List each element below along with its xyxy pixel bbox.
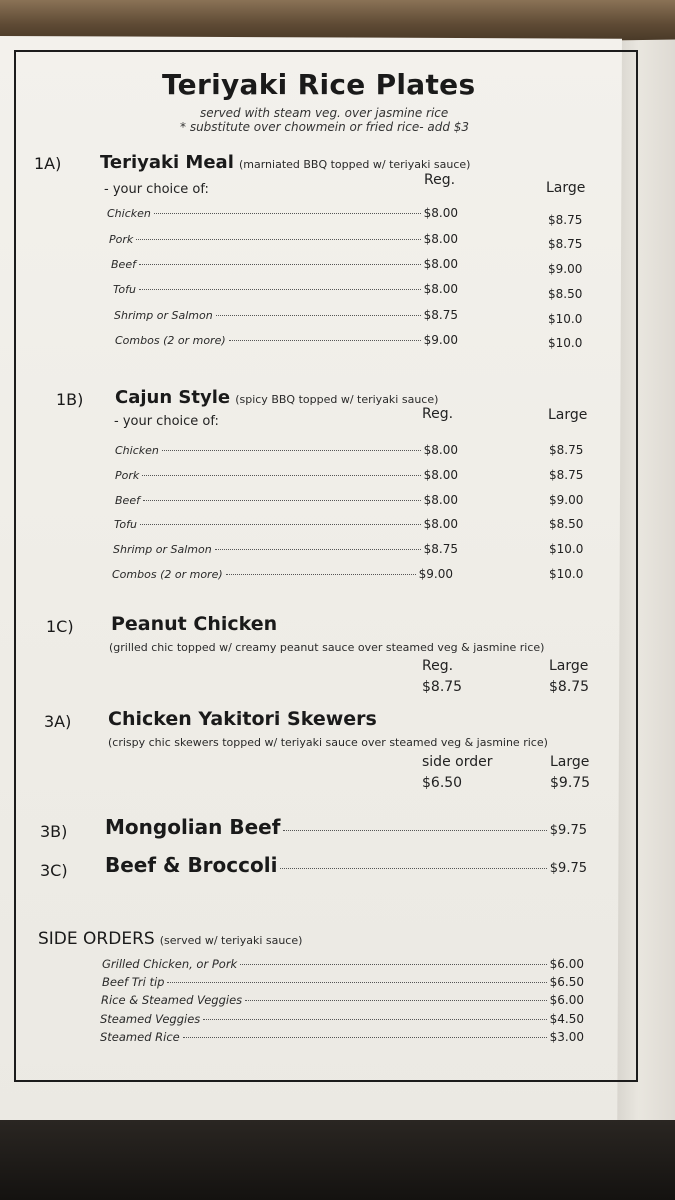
- choice-label-1b: - your choice of:: [114, 414, 219, 429]
- menu-item-row-mongolian: [105, 815, 587, 839]
- menu-item-row: [112, 567, 453, 581]
- dot-leader: [203, 1019, 546, 1020]
- subtitle-substitute: * substitute over chowmein or fried rice- add $3: [180, 120, 470, 134]
- item-price-reg: $8.00: [423, 493, 458, 507]
- item-name: Beef: [115, 494, 140, 507]
- item-price-large: $8.75: [549, 468, 584, 482]
- section-code-1a: 1A): [34, 154, 62, 173]
- item-name: Pork: [115, 469, 140, 482]
- side-orders-heading: [38, 929, 302, 949]
- price-yakitori-large: $9.75: [550, 775, 591, 791]
- dot-leader: [142, 475, 420, 476]
- side-item-name: Beef Tri tip: [102, 975, 165, 989]
- side-item-name: Steamed Veggies: [100, 1012, 201, 1026]
- column-large-1c: Large: [549, 658, 589, 674]
- dot-leader: [283, 830, 546, 831]
- item-price-large: $10.0: [549, 542, 584, 556]
- item-price-large: $8.50: [548, 287, 583, 301]
- dot-leader: [215, 549, 421, 550]
- subtitle-served-with: served with steam veg. over jasmine rice: [200, 106, 449, 120]
- item-price-reg: $9.00: [418, 567, 453, 581]
- section-name-peanut-chicken: Peanut Chicken: [111, 613, 278, 635]
- menu-item-row: [114, 308, 458, 322]
- column-large-3a: Large: [550, 754, 590, 770]
- section-note-teriyaki-meal: (marniated BBQ topped w/ teriyaki sauce): [238, 158, 471, 171]
- price-peanut-large: $8.75: [549, 679, 590, 695]
- section-code-1b: 1B): [56, 390, 84, 409]
- item-price-reg: $8.00: [423, 517, 458, 531]
- dot-leader: [280, 868, 546, 869]
- section-note-yakitori: (crispy chic skewers topped w/ teriyaki sauce over steamed veg & jasmine rice): [108, 736, 548, 749]
- dot-leader: [240, 964, 546, 965]
- side-orders-note: (served w/ teriyaki sauce): [159, 934, 303, 947]
- item-price-reg: $8.75: [423, 542, 458, 556]
- menu-item-row: [115, 468, 458, 482]
- menu-item-row-broccoli: [105, 853, 587, 877]
- section-code-1c: 1C): [46, 617, 74, 636]
- section-code-3c: 3C): [40, 861, 68, 880]
- dot-leader: [229, 340, 421, 341]
- item-name: Tofu: [113, 283, 136, 296]
- column-side-order: side order: [422, 754, 493, 770]
- side-orders-title: SIDE ORDERS: [38, 929, 155, 949]
- menu-item-row: [113, 282, 458, 296]
- side-item-price: $4.50: [549, 1012, 584, 1026]
- item-price-large: $8.75: [548, 213, 583, 227]
- item-price-reg: $8.00: [423, 468, 458, 482]
- menu-item-row: [109, 232, 458, 246]
- item-price-large: $10.0: [549, 567, 584, 581]
- menu-item-row: [113, 542, 458, 556]
- item-name: Pork: [109, 233, 134, 246]
- item-name: Shrimp or Salmon: [113, 543, 212, 556]
- side-item-name: Rice & Steamed Veggies: [101, 993, 243, 1007]
- section-name-yakitori: Chicken Yakitori Skewers: [108, 708, 377, 730]
- item-name: Tofu: [114, 518, 137, 531]
- section-code-3b: 3B): [40, 822, 68, 841]
- column-reg-1b: Reg.: [422, 406, 454, 422]
- item-name: Shrimp or Salmon: [114, 309, 213, 322]
- side-order-row: [101, 993, 584, 1007]
- section-heading-1a: [100, 152, 470, 173]
- item-price-reg: $8.00: [423, 282, 458, 296]
- side-item-price: $3.00: [549, 1030, 584, 1044]
- side-item-price: $6.00: [549, 993, 584, 1007]
- item-name-mongolian-beef: Mongolian Beef: [105, 815, 281, 839]
- item-price-reg: $8.75: [423, 308, 458, 322]
- price-yakitori-side: $6.50: [422, 775, 463, 791]
- dot-leader: [245, 1000, 546, 1001]
- item-price-reg: $8.00: [423, 257, 458, 271]
- column-reg-1c: Reg.: [422, 658, 454, 674]
- item-price-reg: $8.00: [423, 232, 458, 246]
- item-price-reg: $8.00: [423, 206, 458, 220]
- item-price-large: $8.75: [548, 237, 583, 251]
- menu-item-row: [115, 333, 458, 347]
- item-name: Beef: [111, 258, 136, 271]
- price-mongolian-beef: $9.75: [549, 823, 587, 838]
- item-price-large: $9.00: [549, 493, 584, 507]
- table-background-bottom: [0, 1120, 675, 1200]
- item-price-large: $10.0: [548, 312, 583, 326]
- side-order-row: [102, 957, 584, 971]
- side-item-price: $6.00: [549, 957, 584, 971]
- side-item-name: Steamed Rice: [100, 1030, 180, 1044]
- item-price-large: $9.00: [548, 262, 583, 276]
- dot-leader: [139, 264, 421, 265]
- dot-leader: [216, 315, 421, 316]
- menu-item-row: [111, 257, 458, 271]
- column-large-1a: Large: [546, 180, 586, 196]
- side-item-price: $6.50: [549, 975, 584, 989]
- side-order-row: [100, 1012, 584, 1026]
- item-name-beef-broccoli: Beef & Broccoli: [105, 853, 278, 877]
- section-name-cajun-style: Cajun Style: [115, 387, 231, 408]
- item-price-large: $10.0: [548, 336, 583, 350]
- section-note-cajun-style: (spicy BBQ topped w/ teriyaki sauce): [235, 393, 439, 406]
- item-price-reg: $8.00: [423, 443, 458, 457]
- section-name-teriyaki-meal: Teriyaki Meal: [100, 152, 234, 173]
- side-item-name: Grilled Chicken, or Pork: [102, 957, 238, 971]
- choice-label-1a: - your choice of:: [104, 182, 209, 197]
- column-large-1b: Large: [548, 407, 588, 423]
- menu-item-row: [114, 517, 458, 531]
- item-name: Combos (2 or more): [115, 334, 226, 347]
- page-title: Teriyaki Rice Plates: [162, 68, 476, 101]
- column-reg-1a: Reg.: [424, 172, 456, 188]
- dot-leader: [162, 450, 421, 451]
- item-name: Chicken: [115, 444, 159, 457]
- side-order-row: [100, 1030, 584, 1044]
- section-note-peanut-chicken: (grilled chic topped w/ creamy peanut sauce over steamed veg & jasmine rice): [109, 641, 545, 654]
- item-name: Chicken: [107, 207, 151, 220]
- dot-leader: [140, 524, 421, 525]
- dot-leader: [167, 982, 546, 983]
- side-order-row: [102, 975, 584, 989]
- menu-item-row: [115, 493, 458, 507]
- menu-border: [14, 50, 638, 1082]
- menu-item-row: [115, 443, 458, 457]
- table-background-top: [0, 0, 675, 40]
- dot-leader: [183, 1037, 547, 1038]
- price-peanut-reg: $8.75: [422, 679, 463, 695]
- item-price-large: $8.75: [549, 443, 584, 457]
- dot-leader: [139, 289, 421, 290]
- item-price-large: $8.50: [549, 517, 584, 531]
- item-name: Combos (2 or more): [112, 568, 223, 581]
- section-code-3a: 3A): [44, 712, 72, 731]
- dot-leader: [143, 500, 421, 501]
- menu-item-row: [107, 206, 458, 220]
- item-price-reg: $9.00: [423, 333, 458, 347]
- dot-leader: [226, 574, 416, 575]
- price-beef-broccoli: $9.75: [549, 861, 587, 876]
- section-heading-1b: [115, 387, 438, 408]
- dot-leader: [136, 239, 420, 240]
- dot-leader: [154, 213, 421, 214]
